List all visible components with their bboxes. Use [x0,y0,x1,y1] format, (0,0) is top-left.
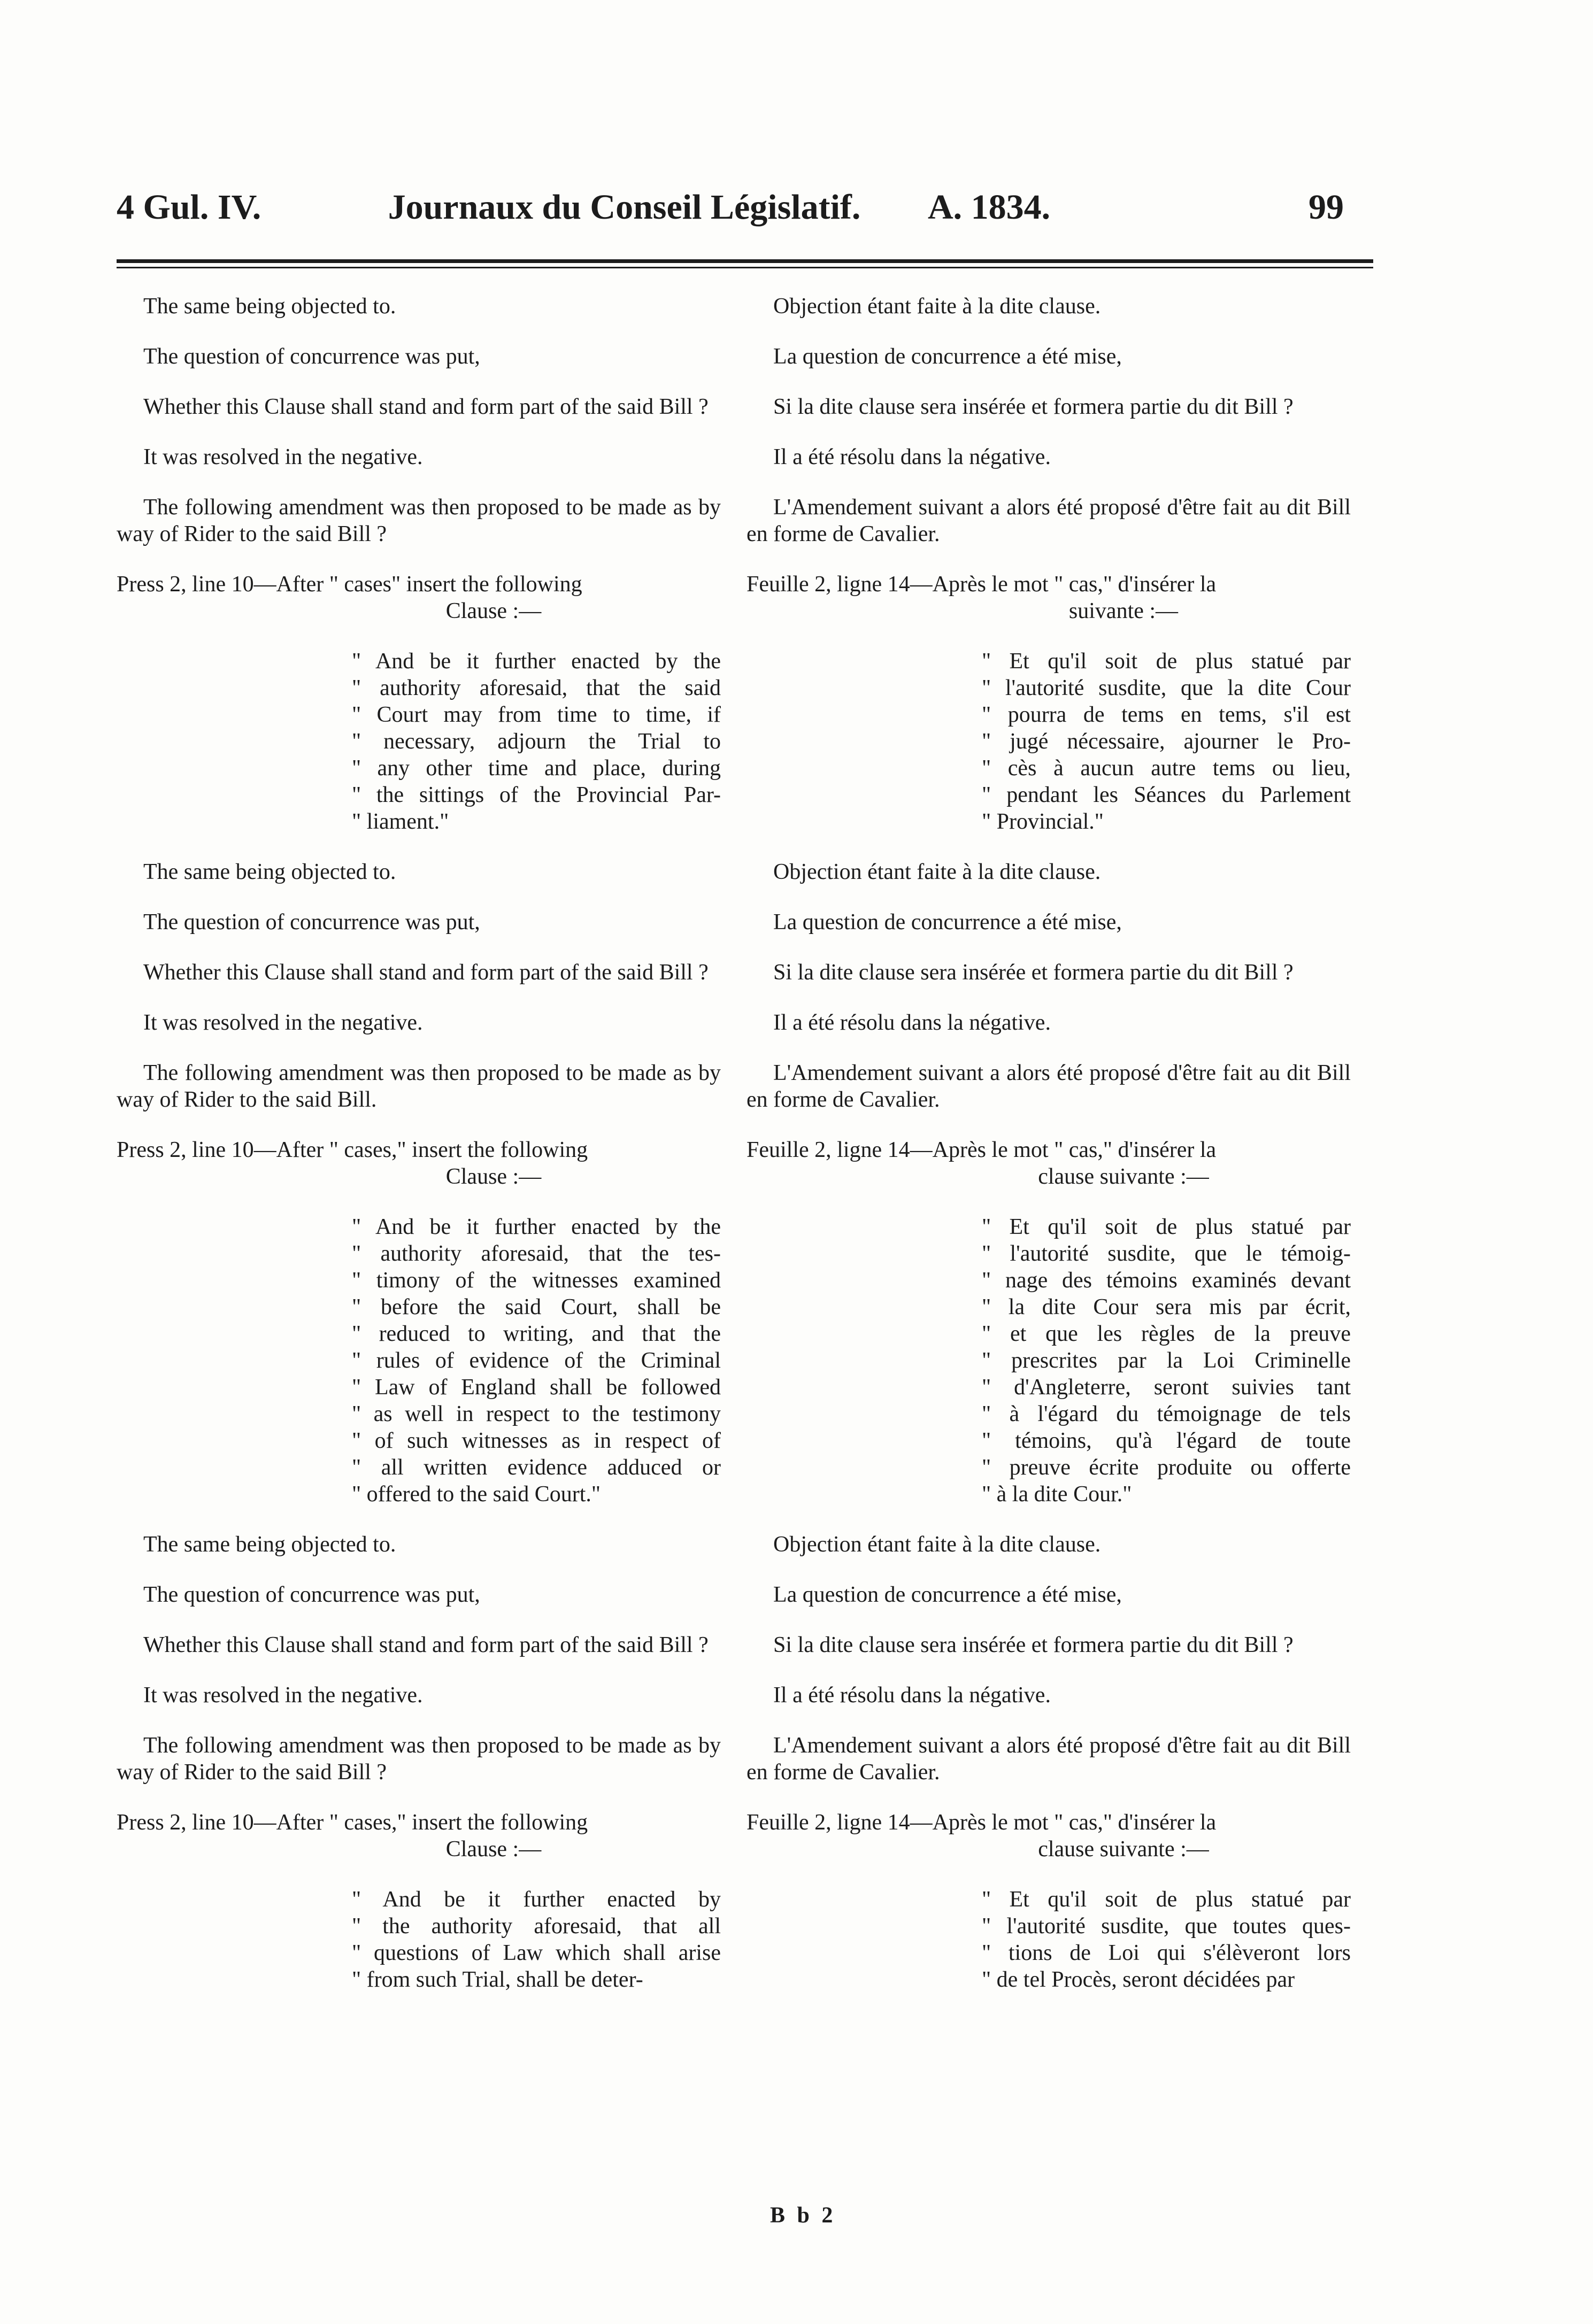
quoted-clause-line: " et que les règles de la preuve [982,1322,1351,1346]
quoted-clause-line: " l'autorité susdite, que la dite Cour [982,676,1351,700]
english-amendment-location [117,1809,721,1863]
quoted-clause-line: " any other time and place, during [352,756,721,781]
quoted-clause-line: " tions de Loi qui s'élèveront lors [982,1941,1351,1965]
english-column [117,293,721,2017]
english-amendment-location [117,1137,721,1190]
running-head-regnal-year: 4 Gul. IV. [117,188,261,227]
english-paragraph: The following amendment was then proposed to be made as by way of Rider to the said Bill ? [117,1733,721,1785]
quoted-clause-line: " l'autorité susdite, que toutes ques- [982,1914,1351,1939]
english-paragraph: The following amendment was then proposed to be made as by way of Rider to the said Bill ? [117,495,721,546]
running-head-year: A. 1834. [928,188,1051,227]
quoted-clause-line: " authority aforesaid, that the said [352,676,721,700]
french-paragraph: La question de concurrence a été mise, [773,344,1122,369]
english-paragraph: The same being objected to. [143,1532,396,1557]
quoted-clause-line: " pourra de tems en tems, s'il est [982,702,1351,727]
header-rule-thin [117,267,1373,268]
quoted-clause-line: " authority aforesaid, that the tes- [352,1241,721,1266]
french-paragraph: Si la dite clause sera insérée et formera partie du dit Bill ? [773,1633,1294,1657]
amendment-location-continuation: clause suivante :— [1038,1837,1209,1862]
english-paragraph: Whether this Clause shall stand and form part of the said Bill ? [143,395,709,419]
quoted-clause-line: " all written evidence adduced or [352,1455,721,1480]
amendment-location-line: Feuille 2, ligne 14—Après le mot " cas," d'insérer la [747,572,1217,597]
english-paragraph: The question of concurrence was put, [143,1582,480,1607]
french-paragraph: Il a été résolu dans la négative. [773,445,1051,469]
french-quoted-clause [982,648,1351,835]
french-amendment-location [747,1809,1351,1863]
quoted-clause-line: " d'Angleterre, seront suivies tant [982,1375,1351,1400]
amendment-location-line: Feuille 2, ligne 14—Après le mot " cas," d'insérer la [747,1138,1217,1162]
amendment-location-continuation: Clause :— [445,1837,542,1862]
quoted-clause-line: " And be it further enacted by the [352,1215,721,1239]
french-paragraph: L'Amendement suivant a alors été proposé d'être fait au dit Bill en forme de Cavalier. [747,495,1351,546]
french-amendment-location [747,1137,1351,1190]
amendment-location-line: Feuille 2, ligne 14—Après le mot " cas," d'insérer la [747,1810,1217,1835]
english-quoted-clause [352,1214,721,1508]
english-quoted-clause [352,1886,721,1993]
french-paragraph: La question de concurrence a été mise, [773,1582,1122,1607]
english-paragraph: The same being objected to. [143,860,396,884]
quoted-clause-line: " reduced to writing, and that the [352,1322,721,1346]
english-quoted-clause [352,648,721,835]
quoted-clause-line: " Law of England shall be followed [352,1375,721,1400]
running-head-title: Journaux du Conseil Législatif. [388,188,861,227]
quoted-clause-line: " preuve écrite produite ou offerte [982,1455,1351,1480]
quoted-clause-line: " cès à aucun autre tems ou lieu, [982,756,1351,781]
english-paragraph: The same being objected to. [143,294,396,319]
quoted-clause-line: " questions of Law which shall arise [352,1941,721,1965]
quoted-clause-line: " nage des témoins examinés devant [982,1268,1351,1293]
amendment-location-continuation: clause suivante :— [1038,1164,1209,1189]
quoted-clause-line: " timony of the witnesses examined [352,1268,721,1293]
french-paragraph: L'Amendement suivant a alors été proposé d'être fait au dit Bill en forme de Cavalier. [747,1733,1351,1785]
quoted-clause-line: " the sittings of the Provincial Par- [352,783,721,807]
quoted-clause-line: " Et qu'il soit de plus statué par [982,1887,1351,1912]
quoted-clause-line: " jugé nécessaire, ajourner le Pro- [982,729,1351,754]
french-paragraph: Objection étant faite à la dite clause. [773,860,1101,884]
printer-signature: B b 2 [770,2203,836,2228]
quoted-clause-line: " of such witnesses as in respect of [352,1429,721,1453]
french-paragraph: L'Amendement suivant a alors été proposé d'être fait au dit Bill en forme de Cavalier. [747,1061,1351,1112]
french-paragraph: Si la dite clause sera insérée et formera partie du dit Bill ? [773,395,1294,419]
french-paragraph: Objection étant faite à la dite clause. [773,1532,1101,1557]
quoted-clause-line: " témoins, qu'à l'égard de toute [982,1429,1351,1453]
english-paragraph: Whether this Clause shall stand and form part of the said Bill ? [143,1633,709,1657]
page-number: 99 [1309,188,1344,227]
english-amendment-location [117,571,721,624]
french-paragraph: Si la dite clause sera insérée et formera partie du dit Bill ? [773,960,1294,985]
french-quoted-clause [982,1214,1351,1508]
quoted-clause-line: " necessary, adjourn the Trial to [352,729,721,754]
quoted-clause-line: " as well in respect to the testimony [352,1402,721,1426]
quoted-clause-line: " Et qu'il soit de plus statué par [982,1215,1351,1239]
quoted-clause-line: " de tel Procès, seront décidées par [982,1967,1295,1992]
quoted-clause-line: " liament." [352,809,449,834]
quoted-clause-line: " And be it further enacted by the [352,649,721,674]
french-paragraph: La question de concurrence a été mise, [773,910,1122,935]
amendment-location-line: Press 2, line 10—After " cases," insert the following [117,1138,588,1162]
quoted-clause-line: " à l'égard du témoignage de tels [982,1402,1351,1426]
french-amendment-location [747,571,1351,624]
quoted-clause-line: " And be it further enacted by [352,1887,721,1912]
english-paragraph: The following amendment was then proposed to be made as by way of Rider to the said Bill. [117,1061,721,1112]
amendment-location-continuation: Clause :— [445,1164,542,1189]
quoted-clause-line: " the authority aforesaid, that all [352,1914,721,1939]
amendment-location-continuation: suivante :— [1068,599,1179,623]
french-paragraph: Il a été résolu dans la négative. [773,1010,1051,1035]
quoted-clause-line: " Court may from time to time, if [352,702,721,727]
english-paragraph: Whether this Clause shall stand and form part of the said Bill ? [143,960,709,985]
quoted-clause-line: " rules of evidence of the Criminal [352,1348,721,1373]
quoted-clause-line: " pendant les Séances du Parlement [982,783,1351,807]
english-paragraph: It was resolved in the negative. [143,445,423,469]
quoted-clause-line: " à la dite Cour." [982,1482,1132,1507]
amendment-location-line: Press 2, line 10—After " cases," insert the following [117,1810,588,1835]
amendment-location-continuation: Clause :— [445,599,542,623]
quoted-clause-line: " Provincial." [982,809,1104,834]
english-paragraph: It was resolved in the negative. [143,1010,423,1035]
quoted-clause-line: " from such Trial, shall be deter- [352,1967,643,1992]
amendment-location-line: Press 2, line 10—After " cases" insert the following [117,572,582,597]
english-paragraph: The question of concurrence was put, [143,910,480,935]
quoted-clause-line: " prescrites par la Loi Criminelle [982,1348,1351,1373]
english-paragraph: The question of concurrence was put, [143,344,480,369]
quoted-clause-line: " offered to the said Court." [352,1482,601,1507]
french-paragraph: Il a été résolu dans la négative. [773,1683,1051,1708]
header-rule-thick [117,259,1373,263]
french-quoted-clause [982,1886,1351,1993]
french-paragraph: Objection étant faite à la dite clause. [773,294,1101,319]
english-paragraph: It was resolved in the negative. [143,1683,423,1708]
quoted-clause-line: " l'autorité susdite, que le témoig- [982,1241,1351,1266]
quoted-clause-line: " before the said Court, shall be [352,1295,721,1319]
quoted-clause-line: " la dite Cour sera mis par écrit, [982,1295,1351,1319]
french-column [747,293,1351,2017]
quoted-clause-line: " Et qu'il soit de plus statué par [982,649,1351,674]
